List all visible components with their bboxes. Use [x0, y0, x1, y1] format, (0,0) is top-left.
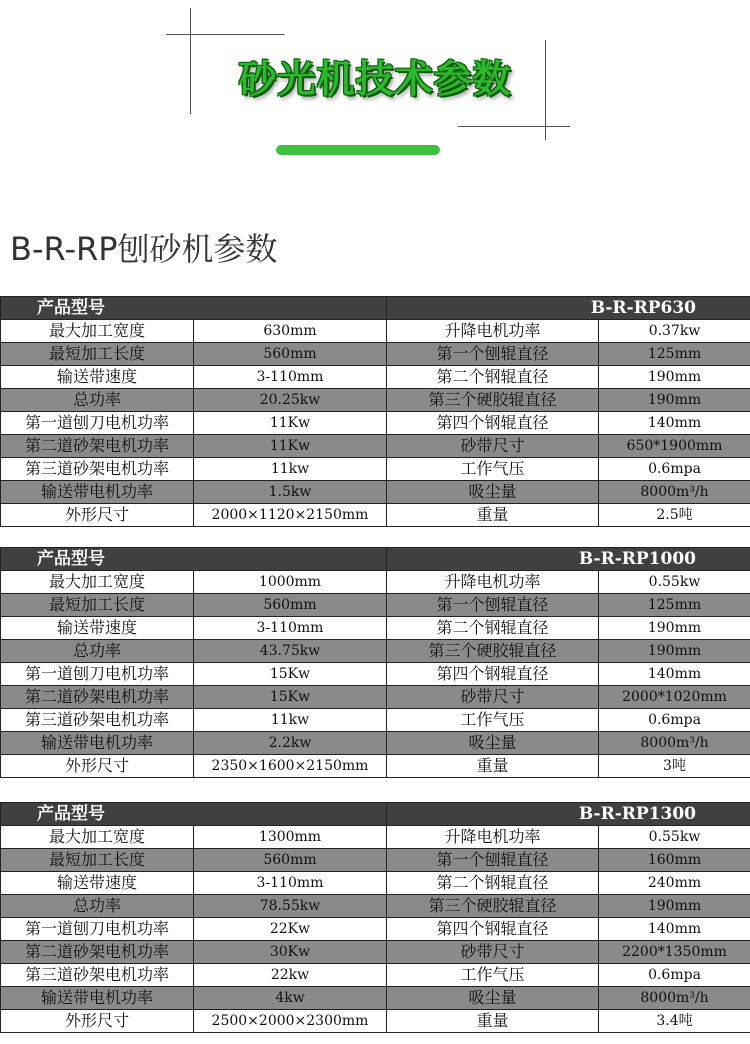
table-row	[1, 617, 750, 640]
param-label: 最短加工长度	[1, 343, 194, 366]
table-row	[1, 458, 750, 481]
param-label: 第三个硬胶辊直径	[387, 640, 599, 663]
param-value: 0.55kw	[599, 826, 750, 849]
table-row	[1, 918, 750, 941]
param-label: 升降电机功率	[387, 571, 599, 594]
param-value: 2200*1350mm	[599, 941, 750, 964]
param-value: 0.37kw	[599, 320, 750, 343]
param-label: 第三道砂架电机功率	[1, 709, 194, 732]
param-value: 240mm	[599, 872, 750, 895]
param-value: 125mm	[599, 343, 750, 366]
param-label: 外形尺寸	[1, 1010, 194, 1033]
param-label: 第二道砂架电机功率	[1, 435, 194, 458]
param-value: 630mm	[194, 320, 387, 343]
param-label: 升降电机功率	[387, 826, 599, 849]
table-gap	[0, 778, 750, 802]
param-value: 4kw	[194, 987, 387, 1010]
param-value: 160mm	[599, 849, 750, 872]
param-label: 最大加工宽度	[1, 571, 194, 594]
param-value: 2500×2000×2300mm	[194, 1010, 387, 1033]
param-value: 190mm	[599, 895, 750, 918]
table-row	[1, 481, 750, 504]
table-row	[1, 732, 750, 755]
param-label: 第四个钢辊直径	[387, 663, 599, 686]
param-label: 总功率	[1, 640, 194, 663]
param-value: 1000mm	[194, 571, 387, 594]
spec-table-rp1300	[0, 802, 750, 1033]
param-label: 吸尘量	[387, 987, 599, 1010]
param-label: 砂带尺寸	[387, 435, 599, 458]
table-row	[1, 895, 750, 918]
param-label: 吸尘量	[387, 732, 599, 755]
param-label: 最短加工长度	[1, 849, 194, 872]
header-label: 产品型号	[1, 803, 387, 826]
table-row	[1, 709, 750, 732]
param-value: 11Kw	[194, 412, 387, 435]
param-value: 15Kw	[194, 686, 387, 709]
param-label: 第二道砂架电机功率	[1, 686, 194, 709]
table-row	[1, 389, 750, 412]
param-value: 2.5吨	[599, 504, 750, 527]
table-row	[1, 964, 750, 987]
param-label: 第四个钢辊直径	[387, 918, 599, 941]
param-value: 2000*1020mm	[599, 686, 750, 709]
param-label: 外形尺寸	[1, 504, 194, 527]
param-label: 工作气压	[387, 709, 599, 732]
table-row	[1, 594, 750, 617]
param-value: 15Kw	[194, 663, 387, 686]
table-row	[1, 849, 750, 872]
param-label: 第一道刨刀电机功率	[1, 412, 194, 435]
param-label: 输送带电机功率	[1, 987, 194, 1010]
param-value: 190mm	[599, 640, 750, 663]
table-row	[1, 504, 750, 527]
param-value: 11kw	[194, 709, 387, 732]
param-label: 第三道砂架电机功率	[1, 964, 194, 987]
param-value: 560mm	[194, 343, 387, 366]
param-label: 重量	[387, 755, 599, 778]
param-label: 输送带电机功率	[1, 481, 194, 504]
param-label: 第一个刨辊直径	[387, 343, 599, 366]
param-value: 43.75kw	[194, 640, 387, 663]
param-value: 22kw	[194, 964, 387, 987]
param-value: 22Kw	[194, 918, 387, 941]
param-value: 2000×1120×2150mm	[194, 504, 387, 527]
param-label: 工作气压	[387, 964, 599, 987]
param-label: 总功率	[1, 895, 194, 918]
table-header-row	[1, 297, 750, 320]
param-value: 0.55kw	[599, 571, 750, 594]
table-row	[1, 435, 750, 458]
param-label: 第三道砂架电机功率	[1, 458, 194, 481]
param-label: 砂带尺寸	[387, 686, 599, 709]
param-value: 650*1900mm	[599, 435, 750, 458]
param-value: 20.25kw	[194, 389, 387, 412]
param-value: 190mm	[599, 366, 750, 389]
param-label: 第二道砂架电机功率	[1, 941, 194, 964]
table-row	[1, 1010, 750, 1033]
param-label: 第一个刨辊直径	[387, 594, 599, 617]
param-label: 重量	[387, 1010, 599, 1033]
param-value: 3-110mm	[194, 617, 387, 640]
param-value: 0.6mpa	[599, 709, 750, 732]
param-label: 砂带尺寸	[387, 941, 599, 964]
param-value: 1300mm	[194, 826, 387, 849]
table-gap	[0, 527, 750, 547]
param-value: 11kw	[194, 458, 387, 481]
model-name: B-R-RP1000	[387, 548, 750, 571]
param-label: 第一个刨辊直径	[387, 849, 599, 872]
param-label: 第三个硬胶辊直径	[387, 389, 599, 412]
param-value: 0.6mpa	[599, 458, 750, 481]
param-value: 0.6mpa	[599, 964, 750, 987]
param-value: 8000m³/h	[599, 732, 750, 755]
model-name: B-R-RP630	[387, 297, 750, 320]
param-label: 升降电机功率	[387, 320, 599, 343]
param-value: 190mm	[599, 389, 750, 412]
table-row	[1, 412, 750, 435]
spec-tables	[0, 296, 750, 1033]
param-value: 3-110mm	[194, 366, 387, 389]
param-label: 吸尘量	[387, 481, 599, 504]
banner-title: 砂光机技术参数	[238, 57, 512, 101]
table-row	[1, 640, 750, 663]
param-label: 输送带速度	[1, 617, 194, 640]
param-label: 总功率	[1, 389, 194, 412]
param-label: 输送带速度	[1, 872, 194, 895]
param-label: 第一道刨刀电机功率	[1, 663, 194, 686]
param-label: 输送带速度	[1, 366, 194, 389]
param-value: 8000m³/h	[599, 481, 750, 504]
table-header-row	[1, 803, 750, 826]
param-label: 工作气压	[387, 458, 599, 481]
param-value: 2.2kw	[194, 732, 387, 755]
param-label: 最大加工宽度	[1, 320, 194, 343]
param-value: 190mm	[599, 617, 750, 640]
param-value: 125mm	[599, 594, 750, 617]
param-value: 3-110mm	[194, 872, 387, 895]
table-row	[1, 663, 750, 686]
param-label: 第三个硬胶辊直径	[387, 895, 599, 918]
decorative-line	[458, 126, 570, 127]
param-label: 输送带电机功率	[1, 732, 194, 755]
table-row	[1, 686, 750, 709]
param-value: 140mm	[599, 663, 750, 686]
table-row	[1, 366, 750, 389]
param-value: 11Kw	[194, 435, 387, 458]
table-row	[1, 987, 750, 1010]
section-title: B-R-RP刨砂机参数	[10, 230, 278, 268]
table-row	[1, 941, 750, 964]
decorative-line	[166, 34, 284, 35]
param-value: 1.5kw	[194, 481, 387, 504]
table-row	[1, 826, 750, 849]
header-label: 产品型号	[1, 548, 387, 571]
spec-table-rp1000	[0, 547, 750, 778]
param-label: 第二个钢辊直径	[387, 617, 599, 640]
spec-table-rp630	[0, 296, 750, 527]
param-value: 140mm	[599, 412, 750, 435]
param-label: 第一道刨刀电机功率	[1, 918, 194, 941]
model-name: B-R-RP1300	[387, 803, 750, 826]
param-value: 3吨	[599, 755, 750, 778]
param-label: 重量	[387, 504, 599, 527]
param-label: 最大加工宽度	[1, 826, 194, 849]
param-value: 140mm	[599, 918, 750, 941]
header-label: 产品型号	[1, 297, 387, 320]
param-value: 78.55kw	[194, 895, 387, 918]
banner-underline	[276, 145, 440, 155]
param-value: 2350×1600×2150mm	[194, 755, 387, 778]
param-label: 第二个钢辊直径	[387, 366, 599, 389]
param-value: 560mm	[194, 594, 387, 617]
param-value: 8000m³/h	[599, 987, 750, 1010]
param-label: 外形尺寸	[1, 755, 194, 778]
param-label: 最短加工长度	[1, 594, 194, 617]
table-row	[1, 343, 750, 366]
param-value: 30Kw	[194, 941, 387, 964]
table-header-row	[1, 548, 750, 571]
table-row	[1, 571, 750, 594]
table-row	[1, 872, 750, 895]
table-row	[1, 320, 750, 343]
param-label: 第四个钢辊直径	[387, 412, 599, 435]
param-value: 3.4吨	[599, 1010, 750, 1033]
table-row	[1, 755, 750, 778]
param-value: 560mm	[194, 849, 387, 872]
param-label: 第二个钢辊直径	[387, 872, 599, 895]
